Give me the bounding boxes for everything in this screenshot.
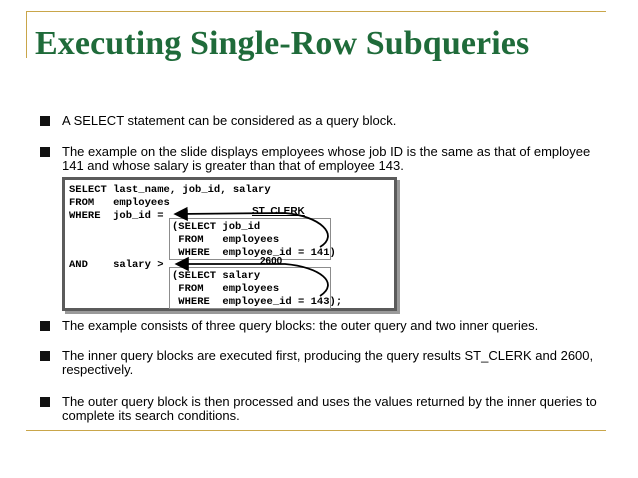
bullet-marker-4	[40, 351, 50, 361]
code-line-select: SELECT last_name, job_id, salary	[69, 184, 271, 196]
subquery2-line3: WHERE employee_id = 143);	[172, 296, 343, 308]
bullet-marker-2	[40, 147, 50, 157]
result-label-2600: 2600	[260, 256, 283, 267]
slide-title: Executing Single-Row Subqueries	[35, 25, 530, 62]
subquery1-line2: FROM employees	[172, 234, 280, 246]
bullet-text-5: The outer query block is then processed and uses the values returned by the inner queries to complete its search conditions.	[62, 394, 597, 423]
subquery2-line2: FROM employees	[172, 283, 280, 295]
bullet-text-1: A SELECT statement can be considered as a query block.	[62, 113, 397, 128]
bullet-text-4: The inner query blocks are executed first, producing the query results ST_CLERK and 2600, respectively.	[62, 348, 594, 377]
bullet-text-3: The example consists of three query blocks: the outer query and two inner queries.	[62, 318, 539, 333]
code-line-where: WHERE job_id =	[69, 210, 164, 222]
bullet-marker-5	[40, 397, 50, 407]
subquery2-line1: (SELECT salary	[172, 270, 261, 282]
result-arrows	[65, 180, 394, 308]
left-rule	[26, 11, 27, 58]
bullet-marker-3	[40, 321, 50, 331]
subquery1-line3: WHERE employee_id = 141)	[172, 247, 336, 259]
bullet-marker-1	[40, 116, 50, 126]
bullet-text-2: The example on the slide displays employees whose job ID is the same as that of employee 141 and whose salary is greater than that of employee 143.	[62, 144, 591, 173]
arrow-st-clerk	[177, 213, 328, 247]
arrow-2600	[178, 264, 328, 296]
sql-code-box	[62, 177, 397, 311]
code-line-from: FROM employees	[69, 197, 170, 209]
result-label-st-clerk: ST_CLERK	[252, 206, 305, 217]
code-line-and: AND salary >	[69, 259, 164, 271]
bottom-rule	[26, 430, 606, 431]
subquery1-line1: (SELECT job_id	[172, 221, 261, 233]
top-rule	[26, 11, 606, 12]
